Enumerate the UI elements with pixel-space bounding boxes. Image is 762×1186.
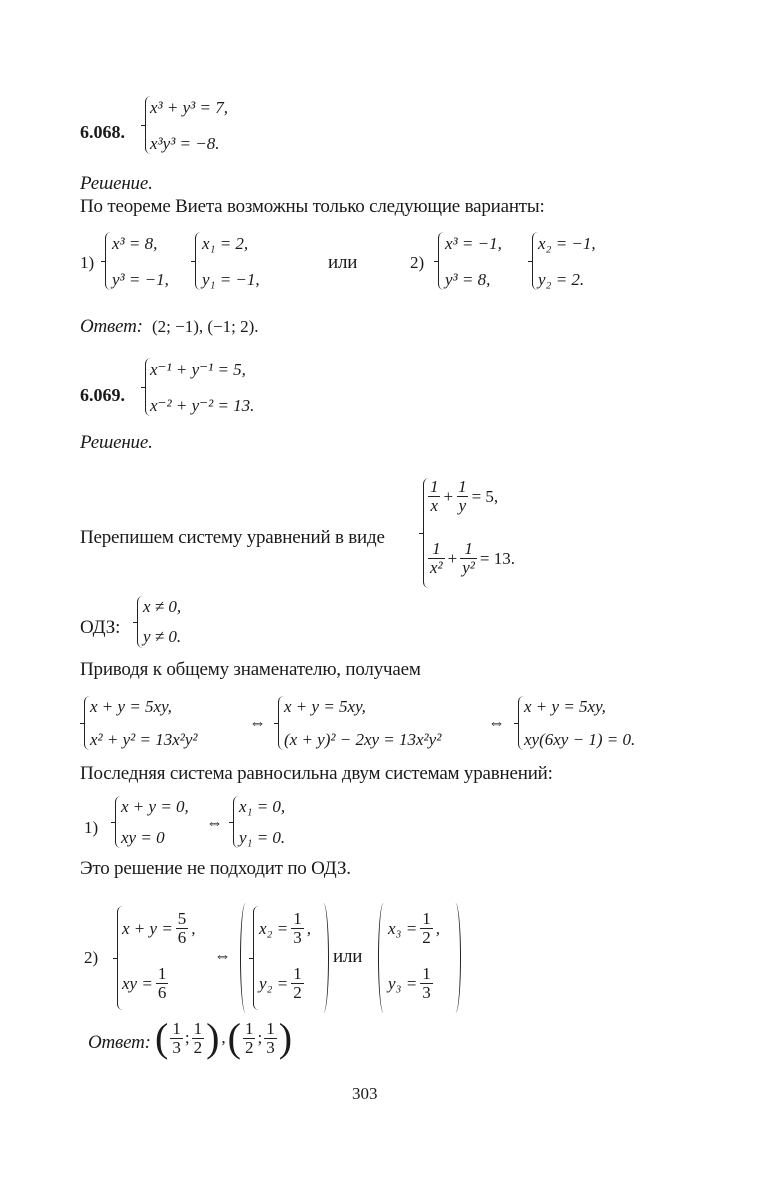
case-label: 2)	[84, 948, 99, 967]
page-number: 303	[352, 1084, 378, 1103]
case-label: 2)	[410, 253, 425, 272]
equation: x³ + y³ = 7,	[150, 98, 228, 117]
equation: y³ = −1,	[112, 270, 169, 289]
problem-number: 6.069.	[80, 385, 125, 405]
equation: xy(6xy − 1) = 0.	[524, 730, 636, 749]
equivalence-sign: ⇔	[249, 713, 266, 732]
equation: $\frac{1}{x}$ + $\frac{1}{y}$ = 5,	[430, 477, 499, 515]
paragraph: По теореме Виета возможны только следующие варианты:	[80, 196, 545, 217]
paragraph: Приводя к общему знаменателю, получаем	[80, 659, 421, 680]
equivalence-sign: ⇔	[488, 713, 505, 732]
equation: $\frac{1}{\text{x²}}$ + $\frac{1}{\text{y²}}$ = 13.	[430, 539, 515, 577]
equation: x² + y² = 13x²y²	[90, 730, 198, 749]
equation: y₂ = 2.	[538, 270, 585, 289]
paragraph: Это решение не подходит по ОДЗ.	[80, 858, 351, 879]
equation: xy = 0	[121, 828, 165, 847]
solution-label: Решение.	[80, 173, 153, 194]
equation: x⁻¹ + y⁻¹ = 5,	[150, 360, 246, 379]
equation: y₁ = −1,	[202, 270, 260, 289]
odz-label: ОДЗ:	[80, 617, 121, 638]
equation: x³ = 8,	[112, 234, 158, 253]
equation: (x + y)² − 2xy = 13x²y²	[284, 730, 442, 749]
answer-value: (2; −1), (−1; 2).	[152, 317, 259, 336]
equivalence-sign: ⇔	[214, 946, 231, 965]
equation: x₁ = 0,	[239, 797, 286, 816]
equation: x₃ = $\frac{1}{2}$ ,	[388, 909, 440, 947]
equation: y₁ = 0.	[239, 828, 286, 847]
equation: y³ = 8,	[445, 270, 491, 289]
answer-label: Ответ:	[88, 1032, 151, 1053]
equation: xy = $\frac{1}{6}$	[122, 964, 167, 1002]
equation: x₂ = −1,	[538, 234, 596, 253]
equation: y₂ = $\frac{1}{2}$	[259, 964, 302, 1002]
equation: x ≠ 0,	[143, 597, 182, 616]
equation: x₁ = 2,	[202, 234, 249, 253]
paragraph: Последняя система равносильна двум системам уравнений:	[80, 763, 553, 784]
problem-number: 6.068.	[80, 122, 125, 142]
equation: x + y = 5xy,	[90, 697, 172, 716]
equation: x + y = 5xy,	[524, 697, 606, 716]
or-word: или	[333, 946, 363, 967]
equation: y₃ = $\frac{1}{3}$	[388, 964, 431, 1002]
case-label: 1)	[80, 253, 95, 272]
equation: x³y³ = −8.	[150, 134, 220, 153]
answer-label: Ответ:	[80, 316, 143, 337]
answer-value: ( $\frac{1}{3}$ ; $\frac{1}{2}$ ) , ( $\frac{1}{2}$ ; $\frac{1}{3}$ )	[155, 1015, 293, 1060]
equivalence-sign: ⇔	[206, 813, 223, 832]
equation: x₂ = $\frac{1}{3}$ ,	[259, 909, 311, 947]
or-word: или	[328, 252, 358, 273]
equation: y ≠ 0.	[143, 627, 182, 646]
equation: x³ = −1,	[445, 234, 502, 253]
right-paren	[318, 903, 329, 1013]
equation: x + y = 5xy,	[284, 697, 366, 716]
paragraph: Перепишем систему уравнений в виде	[80, 527, 385, 548]
right-paren	[450, 903, 461, 1013]
equation: x + y = 0,	[121, 797, 189, 816]
equation: x⁻² + y⁻² = 13.	[150, 396, 255, 415]
solution-label: Решение.	[80, 432, 153, 453]
case-label: 1)	[84, 818, 99, 837]
equation: x + y = $\frac{5}{6}$ ,	[122, 909, 196, 947]
